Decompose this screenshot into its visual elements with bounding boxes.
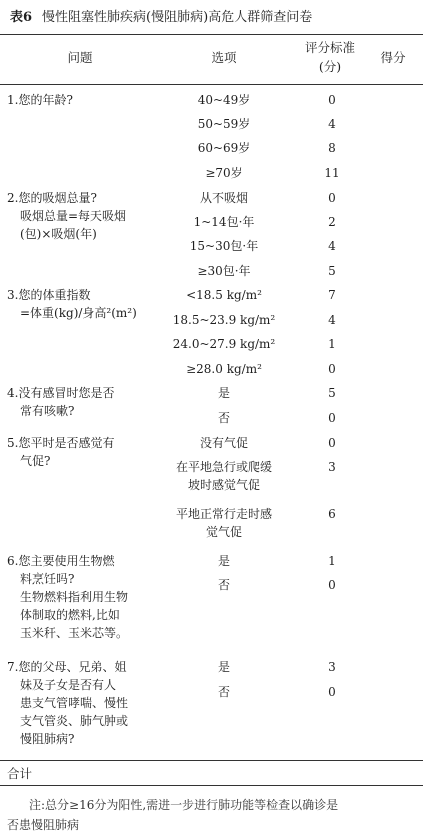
header-option: 选项 bbox=[211, 50, 237, 65]
question-line: 体制取的燃料,比如 bbox=[20, 608, 120, 622]
header-score-line1: 评分标准 bbox=[304, 40, 355, 55]
question-line: 5.您平时是否感觉有 bbox=[7, 436, 115, 450]
option-text: ≥30包·年 bbox=[197, 264, 251, 278]
question-2 bbox=[7, 189, 157, 243]
total-label: 合计 bbox=[7, 766, 33, 781]
header-score-line2: (分) bbox=[318, 59, 342, 74]
question-5 bbox=[7, 434, 157, 470]
option-text: 50~59岁 bbox=[197, 117, 251, 131]
option-cell bbox=[160, 458, 288, 494]
option-cell bbox=[160, 505, 288, 541]
top-rule bbox=[0, 34, 423, 35]
option-cell bbox=[160, 552, 288, 570]
score-cell: 5 bbox=[328, 264, 336, 278]
table-title: 慢性阻塞性肺疾病(慢阻肺病)高危人群筛查问卷 bbox=[42, 10, 313, 25]
bottom-rule bbox=[0, 785, 423, 786]
question-1 bbox=[7, 91, 157, 109]
option-text: 24.0~27.9 kg/m² bbox=[172, 337, 276, 351]
option-cell bbox=[160, 262, 288, 280]
option-text: 15~30包·年 bbox=[189, 239, 259, 253]
option-text: 是 bbox=[217, 554, 230, 568]
question-line: (包)×吸烟(年) bbox=[20, 227, 97, 241]
question-7 bbox=[7, 658, 157, 748]
score-cell: 3 bbox=[328, 460, 336, 474]
question-line: 1.您的年龄? bbox=[7, 93, 73, 107]
score-cell: 0 bbox=[328, 578, 336, 592]
option-cell bbox=[160, 384, 288, 402]
score-cell: 8 bbox=[328, 141, 336, 155]
option-cell bbox=[160, 683, 288, 701]
option-text: 平地正常行走时感 bbox=[175, 507, 272, 521]
option-cell bbox=[160, 286, 288, 304]
question-line: 慢阻肺病? bbox=[20, 732, 75, 746]
question-4 bbox=[7, 384, 157, 420]
score-cell: 4 bbox=[328, 239, 336, 253]
question-line: 妹及子女是否有人 bbox=[20, 678, 117, 692]
option-cell bbox=[160, 335, 288, 353]
option-text: 是 bbox=[217, 660, 230, 674]
score-cell: 4 bbox=[328, 117, 336, 131]
score-cell: 0 bbox=[328, 436, 336, 450]
question-line: =体重(kg)/身高²(m²) bbox=[20, 306, 137, 320]
option-text: 18.5~23.9 kg/m² bbox=[172, 313, 276, 327]
option-cell bbox=[160, 434, 288, 452]
score-cell: 4 bbox=[328, 313, 336, 327]
option-cell bbox=[160, 91, 288, 109]
question-line: 患支气管哮喘、慢性 bbox=[20, 696, 129, 710]
score-cell: 2 bbox=[328, 215, 336, 229]
score-cell: 7 bbox=[328, 288, 336, 302]
note-line: 注:总分≥16分为阳性,需进一步进行肺功能等检查以确诊是 bbox=[29, 798, 339, 812]
option-text: 在平地急行或爬缓 bbox=[175, 460, 272, 474]
option-text: 从不吸烟 bbox=[199, 191, 248, 205]
question-line: 3.您的体重指数 bbox=[7, 288, 91, 302]
table-caption bbox=[10, 6, 312, 25]
option-cell bbox=[160, 311, 288, 329]
header-rule bbox=[0, 84, 423, 85]
header-question: 问题 bbox=[67, 50, 93, 65]
option-text: 40~49岁 bbox=[197, 93, 251, 107]
question-line: 4.没有感冒时您是否 bbox=[7, 386, 115, 400]
question-line: 生物燃料指利用生物 bbox=[20, 590, 129, 604]
question-line: 料烹饪吗? bbox=[20, 572, 75, 586]
option-text: 1~14包·年 bbox=[193, 215, 255, 229]
option-cell bbox=[160, 213, 288, 231]
option-text: 坡时感觉气促 bbox=[187, 478, 260, 492]
question-line: 6.您主要使用生物燃 bbox=[7, 554, 115, 568]
score-cell: 0 bbox=[328, 93, 336, 107]
total-rule bbox=[0, 760, 423, 761]
option-cell bbox=[160, 139, 288, 157]
option-cell bbox=[160, 115, 288, 133]
score-cell: 1 bbox=[328, 554, 336, 568]
question-line: 7.您的父母、兄弟、姐 bbox=[7, 660, 127, 674]
score-cell: 1 bbox=[328, 337, 336, 351]
option-text: 否 bbox=[217, 411, 230, 425]
option-text: 否 bbox=[217, 578, 230, 592]
question-6 bbox=[7, 552, 157, 642]
option-text: ≥70岁 bbox=[205, 166, 243, 180]
question-line: 常有咳嗽? bbox=[20, 404, 75, 418]
option-text: 否 bbox=[217, 685, 230, 699]
option-text: 60~69岁 bbox=[197, 141, 251, 155]
option-text: ≥28.0 kg/m² bbox=[186, 362, 262, 376]
question-line: 玉米秆、玉米芯等。 bbox=[20, 626, 129, 640]
question-line: 吸烟总量=每天吸烟 bbox=[20, 209, 127, 223]
option-cell bbox=[160, 658, 288, 676]
score-cell: 0 bbox=[328, 685, 336, 699]
option-cell bbox=[160, 360, 288, 378]
question-3 bbox=[7, 286, 157, 322]
option-text: 觉气促 bbox=[205, 525, 242, 539]
question-line: 支气管炎、肺气肿或 bbox=[20, 714, 129, 728]
question-line: 气促? bbox=[20, 454, 51, 468]
option-cell bbox=[160, 164, 288, 182]
score-cell: 6 bbox=[328, 507, 336, 521]
question-line: 2.您的吸烟总量? bbox=[7, 191, 97, 205]
option-cell bbox=[160, 237, 288, 255]
score-cell: 5 bbox=[328, 386, 336, 400]
score-cell: 0 bbox=[328, 191, 336, 205]
option-cell bbox=[160, 576, 288, 594]
header-score bbox=[298, 38, 362, 76]
table-number: 表6 bbox=[10, 10, 33, 25]
option-text: <18.5 kg/m² bbox=[186, 288, 262, 302]
score-cell: 0 bbox=[328, 362, 336, 376]
note-line: 否患慢阻肺病 bbox=[7, 818, 80, 832]
score-cell: 11 bbox=[324, 166, 340, 180]
header-got: 得分 bbox=[380, 50, 406, 65]
option-text: 没有气促 bbox=[199, 436, 248, 450]
option-cell bbox=[160, 189, 288, 207]
score-cell: 3 bbox=[328, 660, 336, 674]
table-note bbox=[7, 795, 417, 835]
option-cell bbox=[160, 409, 288, 427]
option-text: 是 bbox=[217, 386, 230, 400]
score-cell: 0 bbox=[328, 411, 336, 425]
